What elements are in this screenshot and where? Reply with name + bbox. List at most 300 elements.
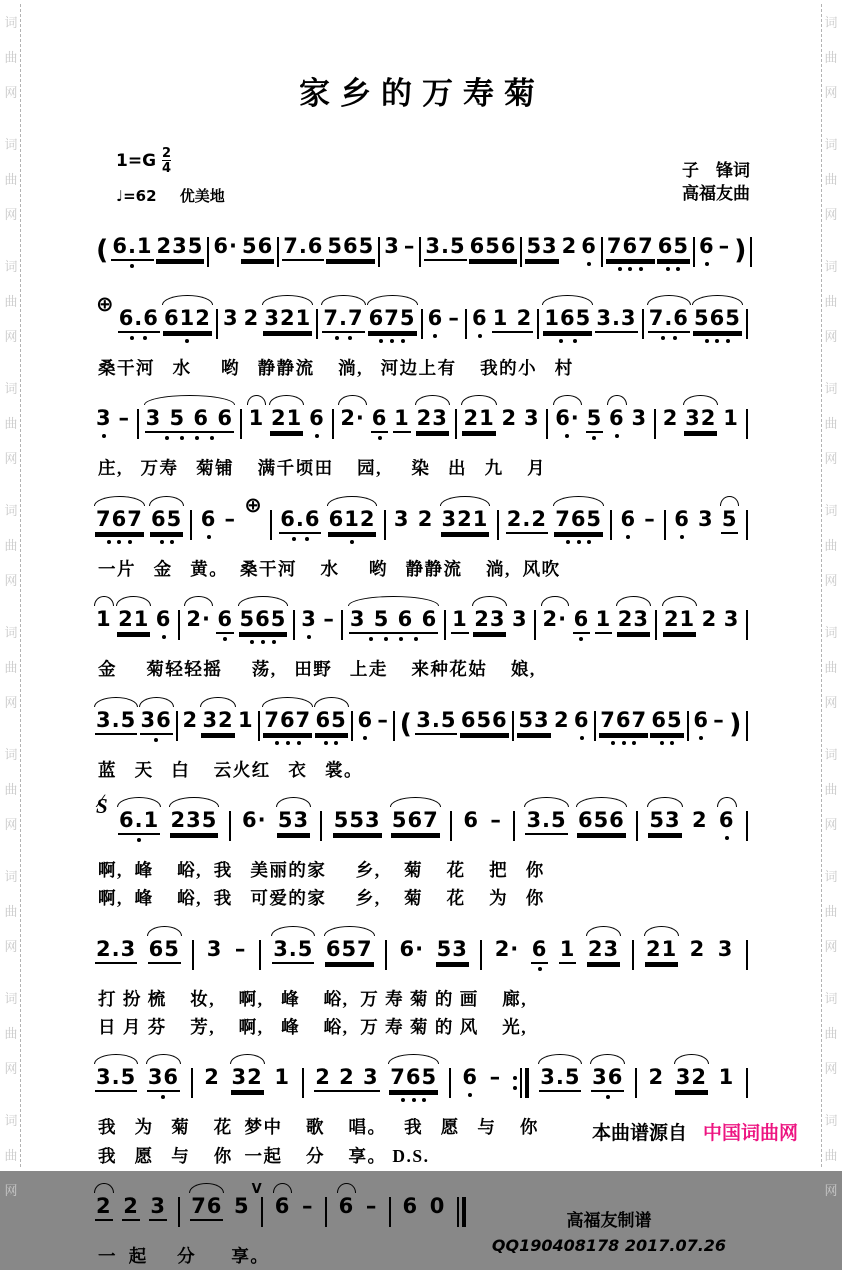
note [368,307,417,343]
note [322,608,336,632]
note [580,235,598,266]
barline [277,237,279,267]
octave-dots [654,741,681,745]
note-text: 6 [338,1194,355,1219]
note-text: 6 [573,608,591,634]
note [122,1195,140,1221]
note-text: 2.3 [95,938,137,964]
octave-dots [675,535,689,539]
note-text: 612 [328,508,377,534]
notes-row [94,794,750,855]
note-text: 1 [248,406,265,431]
final-system-row [94,1180,750,1269]
note [272,938,314,964]
barline [137,409,139,439]
note [301,1195,315,1219]
segno-mark: S ∕ [96,794,108,819]
note-text: 767 [606,235,655,261]
watermark-char: 网 [824,695,838,710]
note [701,608,719,632]
composer-credit: 高福友曲 [682,184,750,204]
note-text: 2 [95,1195,113,1221]
note [663,608,696,637]
note-text: – [644,506,656,531]
barline [513,811,515,841]
note [617,608,650,637]
note [95,938,137,964]
note [471,307,489,338]
note-text: 6 [357,707,374,732]
note [95,407,113,438]
note [525,809,567,835]
note-text: 675 [368,307,417,333]
note-text: 2 [689,936,706,961]
note-text: – [234,936,247,961]
note [554,508,603,544]
octave-dots [116,264,150,268]
note-text: 2 [122,1195,140,1221]
note [95,608,113,632]
note [326,235,375,264]
note [662,407,680,431]
note [697,508,715,532]
coda-mark: ⊕ [96,292,114,316]
note [429,1195,447,1219]
barline [655,610,657,640]
note-text: 3.5 [424,235,466,261]
watermark-char: 曲 [824,50,838,65]
octave-dots [694,736,708,740]
note [403,235,417,259]
system-7 [94,794,750,912]
note [200,508,218,539]
barline [746,811,748,841]
note [675,1066,708,1095]
octave-dots [594,1095,621,1099]
tempo-marking: ♩=62 [116,187,157,205]
note-text: 3 [206,936,223,961]
note [328,508,377,544]
note [145,407,234,440]
note [718,235,732,259]
note [263,709,312,745]
note-text: 3.5 [415,709,457,735]
note [222,307,240,331]
octave-dots [143,738,170,742]
note [393,508,411,532]
note-text: 3 5 6 6 [349,608,438,634]
note [460,709,509,738]
time-signature: $\frac{2}{4}$ [162,146,172,176]
note [118,809,160,842]
note-text: 6 [462,1065,478,1090]
note-text: 6 [609,406,625,431]
note-text: 2 [501,406,518,431]
note [274,1195,292,1219]
octave-dots [100,540,139,544]
watermark-char: 曲 [4,416,18,431]
barline [229,811,231,841]
note-text: 65 [315,709,348,735]
barline [654,409,656,439]
lyrics-line: 蓝 天 白 云火红 衣 裳。 [98,759,363,780]
note [376,709,390,733]
octave-dots [660,267,687,271]
barline [534,610,536,640]
note-text: 765 [389,1066,438,1092]
note-text: – [718,234,731,258]
octave-dots [587,436,601,440]
watermark-char: 曲 [4,1026,18,1041]
note-text: 612 [163,307,212,333]
note-text: 2.2 [506,508,548,534]
notes-row [94,694,750,755]
note [243,307,261,331]
note-text: 36 [147,1066,180,1092]
octave-dots [302,635,316,639]
system-2 [94,292,750,381]
octave-dots [122,838,156,842]
note-text: – [301,1194,314,1219]
note-text: 53 [648,809,681,835]
note-text: 3.5 [539,1066,581,1092]
note-text: 2 [204,1065,220,1090]
note [140,709,173,742]
note-text: 53 [517,709,550,735]
barline [746,409,748,439]
watermark-char: 词 [824,503,838,518]
note [506,508,548,534]
note-text: 321 [441,508,490,534]
note-text: 2 [561,234,578,258]
note-text: 1 [451,608,469,634]
note-text: 657 [325,938,374,964]
barline [480,940,482,970]
note [393,407,411,433]
barline [746,711,748,741]
system-3 [94,392,750,481]
watermark-char: 网 [824,939,838,954]
note-text: 656 [460,709,509,735]
arranger-credit: 高福友制谱 [566,1211,652,1231]
notes-row [94,1180,468,1241]
watermark-char: 曲 [4,294,18,309]
note [650,709,683,745]
note-text: 6 [699,234,715,258]
note [241,235,274,264]
watermark-char: 词 [824,259,838,274]
notes-row [94,392,750,453]
note-text: 3.5 [525,809,567,835]
note-text: 1 [393,407,411,433]
note-text: 565 [326,235,375,261]
note-text: 65 [150,508,183,534]
watermark-char: 曲 [824,660,838,675]
note-text: 2· [542,607,568,632]
note [608,407,626,438]
note [689,938,707,962]
note-text: 21 [663,608,696,634]
note [391,809,440,838]
note-text: 6· [213,234,238,258]
note [203,1066,221,1090]
note [648,809,681,838]
note [489,1066,503,1090]
parenthesis: ) [729,708,742,740]
note [718,809,736,840]
watermark-char: 词 [824,381,838,396]
octave-dots [394,1098,433,1102]
watermark-left [2,4,21,1198]
note [270,407,303,436]
note [234,938,248,962]
note-text: – [448,306,460,330]
note-text: 6 [155,607,172,632]
note [427,307,445,338]
note-text: 1 [238,707,254,732]
note [599,709,648,745]
watermark-char: 网 [824,451,838,466]
barline [693,237,695,267]
barline [537,309,539,339]
note-text: 7.6 [648,307,690,333]
barline [750,237,752,267]
note [542,608,569,632]
note-text: 3 [511,607,528,632]
barline [258,711,260,741]
barline [325,1197,327,1227]
note-text: 1 [274,1065,290,1090]
note-text: 21 [270,407,303,433]
note [356,709,374,740]
note [383,235,401,259]
octave-dots [604,741,643,745]
note-text: 65 [657,235,690,261]
lyrics-line: 啊, 峰 峪, 我 美丽的家 乡, 菊 花 把 你 [98,859,545,880]
barline [320,811,322,841]
barline [351,711,353,741]
octave-dots [218,637,232,641]
credit-id-date: QQ190408178 2017.07.26 [491,1236,727,1256]
octave-dots [97,434,111,438]
watermark-char: 词 [824,15,838,30]
system-5 [94,593,750,682]
note-text: 2 [662,406,679,431]
barline [444,610,446,640]
note [263,307,312,336]
note-text: 553 [333,809,382,835]
note-text: 767 [263,709,312,735]
watermark-char: 网 [4,451,18,466]
note [539,1066,581,1092]
note-text: 6 [620,506,637,531]
octave-dots [559,540,598,544]
note-text: 2 [553,707,570,732]
note [587,938,620,967]
octave-dots [575,736,589,740]
barline [449,1068,451,1098]
octave-dots [720,836,734,840]
note-text: 2 [691,807,708,832]
credits-block [682,160,750,206]
note [586,407,604,440]
note [239,608,288,644]
lyrics-line: 金 菊轻轻摇 荡, 田野 上走 来种花姑 娘, [98,659,536,680]
arranger-credit-block [468,1206,750,1255]
note [657,235,690,271]
note [469,235,518,264]
note-text: 6.6 [118,307,160,333]
note [591,1066,624,1099]
barline [746,610,748,640]
barline [632,940,634,970]
barline [207,237,209,267]
barline [178,1197,180,1227]
notes-row [94,292,750,353]
barline [546,409,548,439]
watermark-char: 曲 [4,1148,18,1163]
note-text: 53 [525,235,558,261]
note [315,709,348,745]
octave-dots [243,640,282,644]
note-text: 2 [182,707,199,732]
note [643,508,657,532]
parenthesis: ( [399,708,412,740]
watermark-char: 网 [824,1061,838,1076]
watermark-char: 词 [4,1113,18,1128]
note-text: 6 [200,506,217,531]
system-9 [94,1051,750,1169]
octave-dots [372,436,386,440]
lyrics-line: 庄, 万寿 菊铺 满千顷田 园, 染 出 九 月 [98,458,547,479]
sheet-content [94,0,750,1270]
watermark-char: 网 [824,207,838,222]
octave-dots [557,434,578,438]
note [462,809,480,833]
watermark-char: 曲 [824,416,838,431]
note [511,608,529,632]
note [553,709,571,733]
note [148,938,181,964]
footer-site-link[interactable]: 中国词曲网 [702,1122,798,1144]
note-text: 767 [599,709,648,735]
note-text: 6.6 [279,508,321,534]
note-text: 6 [463,807,479,832]
note [95,1066,137,1092]
watermark-char: 曲 [824,172,838,187]
system-1 [94,220,750,281]
system-4 [94,493,750,582]
watermark-char: 曲 [4,172,18,187]
note-text: 0 [429,1194,446,1219]
octave-dots [582,262,596,266]
octave-dots [122,336,156,340]
note-text: 3 [393,506,410,531]
watermark-char: 曲 [824,904,838,919]
note [554,407,581,438]
note [149,1195,167,1221]
note [349,608,438,641]
note [273,1066,291,1090]
note-text: 565 [693,307,742,333]
note-text: 56 [241,235,274,261]
note-text: 565 [239,608,288,634]
watermark-char: 词 [4,259,18,274]
octave-dots [268,741,307,745]
barline [190,510,192,540]
note-text: 6 [472,306,488,330]
note [237,709,255,733]
note-text: 6.1 [118,809,160,835]
barline [642,309,644,339]
octave-dots [611,267,650,271]
note-text: 1 [96,607,112,632]
note [111,235,153,268]
note-text: 1 [559,938,577,964]
note-text: 1 [723,406,739,431]
note-text: 2 [417,506,434,531]
note [185,608,212,632]
score [94,220,750,1270]
note [712,709,726,733]
octave-dots [428,334,442,338]
note [365,1195,379,1219]
note-text: 21 [462,407,495,433]
octave-dots [153,540,180,544]
barline [261,1197,263,1227]
note [277,809,310,838]
note-text: 6.1 [111,235,153,261]
note-text: 235 [156,235,205,261]
note-text: 3 [301,607,317,632]
barline [176,711,178,741]
note-text: 65 [148,938,181,964]
note [648,307,690,340]
barline [601,237,603,267]
note-text: 6 [309,406,325,431]
note-text: 6 [693,707,709,732]
note [95,508,144,544]
barline [746,940,748,970]
note-text: 5 [721,508,739,534]
note [212,235,239,259]
barline [178,610,180,640]
note-text: 53 [436,938,469,964]
barline [293,610,295,640]
note [416,407,449,436]
note [308,407,326,438]
note [441,508,490,537]
note-text: 23 [617,608,650,634]
octave-dots [700,262,714,266]
note-text: 3 [149,1195,167,1221]
note-text: – [323,607,335,632]
barline [316,309,318,339]
barline [389,1197,391,1227]
watermark-char: 曲 [4,538,18,553]
octave-dots [283,537,317,541]
watermark-char: 词 [4,991,18,1006]
watermark-char: 曲 [4,660,18,675]
note [333,809,382,838]
note [279,508,321,541]
watermark-char: 曲 [824,538,838,553]
watermark-char: 词 [4,869,18,884]
note [595,307,637,333]
note-text: – [713,707,725,732]
note [673,508,691,539]
note [402,1195,420,1219]
